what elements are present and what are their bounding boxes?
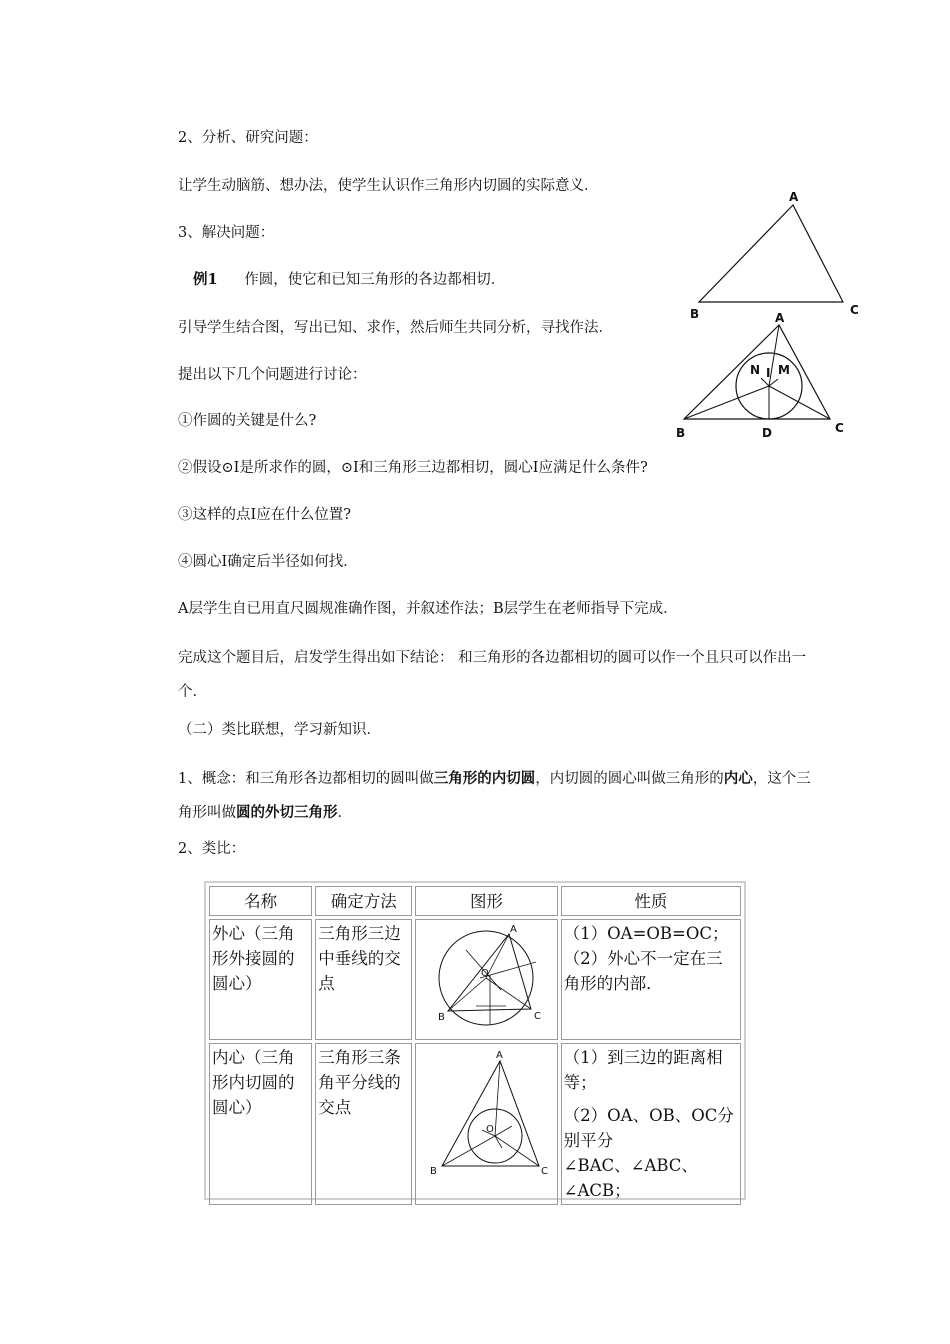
header-figure: 图形 — [415, 886, 557, 916]
label-o: O — [486, 1124, 495, 1135]
figure-triangle — [680, 185, 870, 320]
paragraph-discussion: 提出以下几个问题进行讨论： — [178, 367, 367, 383]
heading-solve: 3、解决问题： — [178, 225, 275, 241]
triangle-abc — [699, 205, 843, 302]
term-incenter: 内心 — [723, 770, 753, 787]
question-3: ③这样的点I应在什么位置? — [178, 507, 352, 523]
radius-3 — [495, 1136, 502, 1148]
label-a: A — [775, 311, 785, 325]
paragraph-guide: 引导学生结合图，写出已知、求作，然后师生共同分析，寻找作法． — [178, 320, 613, 336]
label-n: N — [750, 363, 761, 377]
header-name: 名称 — [209, 886, 312, 916]
table-row — [209, 919, 741, 1040]
cell-figure — [415, 1043, 557, 1205]
label-c: C — [835, 421, 844, 435]
triangle-abc — [442, 1061, 539, 1166]
property-item: ∠BAC、∠ABC、∠ACB； — [563, 1156, 698, 1200]
comparison-table — [204, 881, 746, 1200]
segment-oc — [486, 978, 531, 1009]
triangle-abc — [448, 934, 531, 1011]
table-header-row — [209, 886, 741, 916]
header-properties: 性质 — [561, 886, 741, 916]
label-i: I — [766, 366, 771, 380]
paragraph-levels: A层学生自已用直尺圆规准确作图，并叙述作法；B层学生在老师指导下完成． — [178, 601, 678, 617]
cell-figure — [415, 919, 557, 1040]
label-b: B — [690, 307, 700, 320]
label-b: B — [430, 1166, 438, 1177]
property-item: （1）OA=OB=OC； — [563, 924, 729, 943]
term-circumscribed-triangle: 圆的外切三角形 — [236, 804, 338, 821]
example-text: 作圆，使它和已知三角形的各边都相切． — [244, 272, 506, 288]
table-row — [209, 1043, 741, 1205]
question-2: ②假设⊙I是所求作的圆，⊙I和三角形三边都相切，圆心I应满足什么条件? — [178, 460, 648, 476]
bisector-c — [495, 1136, 539, 1166]
incenter-figure — [416, 1044, 554, 1184]
label-a: A — [496, 1050, 504, 1061]
label-a: A — [510, 924, 518, 935]
concept-text-1: 1、概念：和三角形各边都相切的圆叫做 — [178, 771, 434, 787]
cell-name: 内心（三角形内切圆的圆心） — [209, 1043, 312, 1205]
question-1: ①作圆的关键是什么? — [178, 413, 317, 429]
property-item: （2）OA、OB、OC分别平分 — [563, 1106, 734, 1150]
property-item: （2）外心不一定在三角形的内部． — [563, 949, 723, 993]
label-o: O — [481, 968, 490, 979]
concept-text-3: ，这个三角形叫做 — [178, 771, 811, 821]
cell-properties — [561, 1043, 741, 1205]
paragraph-intent: 让学生动脑筋、想办法，使学生认识作三角形内切圆的实际意义． — [178, 178, 599, 194]
question-4: ④圆心I确定后半径如何找． — [178, 554, 358, 570]
label-b: B — [676, 426, 686, 440]
cell-properties — [561, 919, 741, 1040]
paragraph-concept — [178, 762, 818, 830]
heading-analysis: 2、分析、研究问题： — [178, 130, 318, 146]
concept-text-4: ． — [337, 805, 352, 821]
label-b: B — [438, 1012, 446, 1023]
segment-oa — [486, 934, 509, 978]
circumcenter-figure — [416, 920, 554, 1032]
label-c: C — [534, 1011, 542, 1022]
figure-incircle — [670, 307, 860, 442]
label-m: M — [778, 363, 790, 377]
label-c: C — [850, 303, 859, 317]
example-label: 例1 — [193, 271, 218, 288]
heading-compare: 2、类比： — [178, 841, 246, 857]
bisector-a — [495, 1061, 500, 1136]
bisector-b — [684, 386, 769, 419]
concept-text-2: ，内切圆的圆心叫做三角形的 — [535, 771, 724, 787]
cell-method: 三角形三条角平分线的交点 — [315, 1043, 412, 1205]
paragraph-conclusion: 完成这个题目后，启发学生得出如下结论： 和三角形的各边都相切的圆可以作一个且只可以作出一个． — [178, 650, 807, 700]
label-a: A — [789, 190, 799, 204]
cell-method: 三角形三边中垂线的交点 — [315, 919, 412, 1040]
property-item: （1）到三边的距离相等； — [563, 1048, 723, 1092]
cell-name: 外心（三角形外接圆的圆心） — [209, 919, 312, 1040]
label-c: C — [541, 1166, 549, 1177]
label-d: D — [762, 426, 772, 440]
term-incircle: 三角形的内切圆 — [433, 770, 536, 787]
heading-analogy: （二）类比联想，学习新知识． — [178, 722, 381, 738]
header-method: 确定方法 — [315, 886, 412, 916]
example-line — [193, 270, 505, 290]
radius-2 — [495, 1126, 512, 1136]
